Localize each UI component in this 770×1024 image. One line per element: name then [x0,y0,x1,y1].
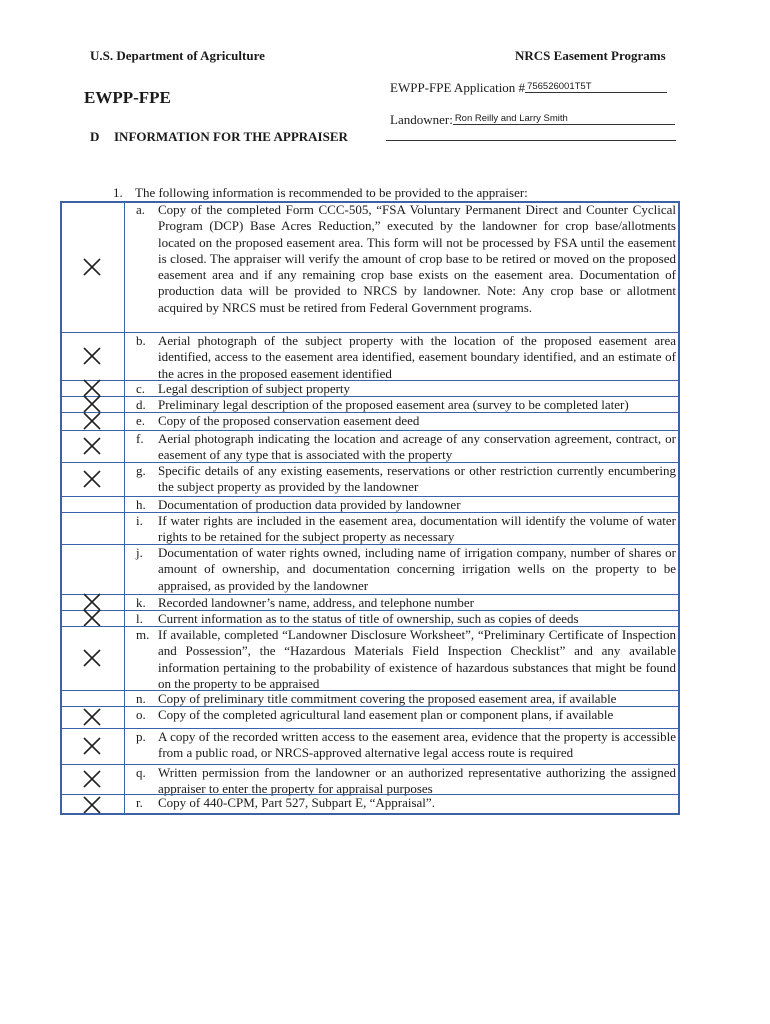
checkbox-cell[interactable] [60,412,124,430]
checkbox-cell[interactable] [60,201,124,332]
item-text: If available, completed “Landowner Disclosure Worksheet”, “Preliminary Certificate of Inspection and Possession”, the “Hazardous Materials Field Inspection Checklist” and any available information pertaining to the probability of existence of hazardous substances that might be found on the property to be appraised [158,627,676,691]
item-text: A copy of the recorded written access to the easement area, evidence that the property is accessible from a public road, or NRCS-approved alternative legal access route is required [158,729,676,761]
checklist-item [136,431,676,464]
checklist-item [136,513,676,546]
application-number-field[interactable] [390,80,667,96]
section-title: INFORMATION FOR THE APPRAISER [114,129,348,144]
checkbox-cell[interactable] [60,610,124,626]
checklist-item [136,333,676,382]
item-text: Specific details of any existing easements, reservations or other restriction currently encumbering the subject property as provided by the landowner [158,463,676,495]
checkbox-cell[interactable] [60,626,124,690]
item-letter: k. [136,595,146,610]
landowner-field[interactable] [390,112,675,128]
x-mark-icon [83,649,101,667]
item-letter: j. [136,545,143,560]
item-letter: e. [136,413,146,428]
item-letter: i. [136,513,143,528]
landowner-label: Landowner: [390,112,453,127]
x-mark-icon [83,412,101,430]
item-letter: o. [136,707,146,722]
item-text: If water rights are included in the easement area, documentation will identify the volume of water rights to be retained for the subject property as necessary [158,513,676,545]
item-letter: p. [136,729,146,744]
intro-line [113,185,528,201]
checklist-item [136,611,676,627]
checkbox-cell[interactable] [60,764,124,794]
item-letter: f. [136,431,144,446]
item-text: Aerial photograph indicating the location and acreage of any conservation agreement, contract, or easement of any type that is associated with the property [158,431,676,463]
checkbox-cell[interactable] [60,430,124,462]
checkbox-cell[interactable] [60,594,124,610]
checkbox-cell[interactable] [60,794,124,815]
x-mark-icon [83,470,101,488]
checklist-item [136,627,676,692]
intro-number: 1. [113,185,123,200]
checkbox-cell[interactable] [60,332,124,380]
checklist-item [136,729,676,762]
item-letter: h. [136,497,146,512]
item-letter: d. [136,397,146,412]
item-text: Copy of the completed agricultural land easement plan or component plans, if available [158,707,614,722]
item-letter: a. [136,202,146,217]
item-text: Written permission from the landowner or an authorized representative authorizing the assigned appraiser to enter the property for appraisal purposes [158,765,676,797]
blank-line [386,128,676,141]
checkbox-cell[interactable] [60,496,124,512]
item-text: Current information as to the status of title of ownership, such as copies of deeds [158,611,579,626]
x-mark-icon [83,708,101,726]
checkbox-cell[interactable] [60,512,124,544]
x-mark-icon [83,437,101,455]
item-letter: q. [136,765,146,780]
item-letter: b. [136,333,146,348]
item-text: Documentation of production data provided by landowner [158,497,461,512]
item-letter: m. [136,627,150,642]
x-mark-icon [83,395,101,413]
item-text: Copy of 440-CPM, Part 527, Subpart E, “Appraisal”. [158,795,435,810]
landowner-value[interactable]: Ron Reilly and Larry Smith [453,113,675,125]
x-mark-icon [83,796,101,814]
item-letter: l. [136,611,143,626]
x-mark-icon [83,609,101,627]
checkbox-cell[interactable] [60,462,124,496]
checkbox-cell[interactable] [60,728,124,764]
program-title: NRCS Easement Programs [515,48,666,63]
checklist-item [136,413,676,429]
item-letter: g. [136,463,146,478]
checklist-item [136,545,676,594]
application-number-value[interactable]: 756526001T5T [525,81,667,93]
item-text: Copy of the completed Form CCC-505, “FSA Voluntary Permanent Direct and Counter Cyclical Program (DCP) Base Acres Reduction,” executed by the landowner for crop base/allotments located on the proposed easement area. This form will not be processed by FSA until the easement is closed. The appraiser will verify the amount of crop base to be retired or moved on the proposed easement area and if any remaining crop base exists on the easement area. Documentation of production data will be provided to NRCS by landowner. Note: Any crop base or allotment acquired by NRCS must be retired from Federal Government programs. [158,202,676,315]
checkbox-cell[interactable] [60,706,124,728]
agency-name: U.S. Department of Agriculture [90,48,265,63]
item-text: Copy of the proposed conservation easement deed [158,413,420,428]
item-letter: r. [136,795,143,810]
application-label: EWPP-FPE Application # [390,80,526,95]
item-text: Legal description of subject property [158,381,351,396]
checkbox-cell[interactable] [60,396,124,412]
checklist-item [136,497,676,513]
checklist-item [136,463,676,496]
item-text: Recorded landowner’s name, address, and telephone number [158,595,474,610]
checklist-item [136,691,676,707]
checkbox-cell[interactable] [60,544,124,594]
x-mark-icon [83,737,101,755]
section-heading [90,129,348,145]
checklist-item [136,795,676,811]
checklist-item [136,397,676,413]
checklist-item [136,202,676,316]
item-text: Documentation of water rights owned, including name of irrigation company, number of shares or amount of ownership, and documentation concerning irrigation wells on the property to be appraised, as provided by the landowner [158,545,676,593]
section-letter: D [90,129,100,144]
x-mark-icon [83,347,101,365]
item-text: Preliminary legal description of the proposed easement area (survey to be completed later) [158,397,629,412]
item-letter: c. [136,381,146,396]
x-mark-icon [83,258,101,276]
x-mark-icon [83,770,101,788]
item-text: Copy of preliminary title commitment covering the proposed easement area, if available [158,691,617,706]
checklist-item [136,381,676,397]
item-text: Aerial photograph of the subject property with the location of the proposed easement area identified, access to the easement area identified, easement boundary identified, and an estimate of the acres in the proposed easement identified [158,333,676,381]
checkbox-cell[interactable] [60,690,124,706]
checkbox-cell[interactable] [60,380,124,396]
item-letter: n. [136,691,146,706]
program-code: EWPP-FPE [84,88,171,107]
intro-text: The following information is recommended to be provided to the appraiser: [135,185,528,200]
checklist-item [136,765,676,798]
checklist-item [136,595,676,611]
checklist-item [136,707,676,723]
